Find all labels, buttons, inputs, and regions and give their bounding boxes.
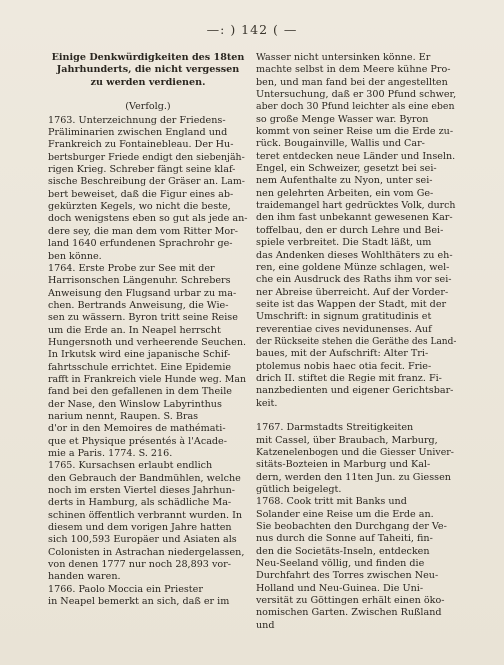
- text-line: diesem und dem vorigen Jahre hatten: [48, 522, 232, 534]
- text-line: reverentiae cives nevidunenses. Auf: [256, 323, 432, 335]
- text-line: Colonisten in Astrachan niedergelassen,: [48, 546, 245, 558]
- text-line: seite ist das Wappen der Stadt, mit der: [256, 298, 447, 310]
- text-line: nanzbedienten und eigener Gerichtsbar-: [256, 385, 454, 397]
- text-line: Anweisung den Flugsand urbar zu ma-: [48, 287, 237, 299]
- text-line: und: [256, 619, 275, 631]
- text-line: Harrisonschen Längenuhr. Schrebers: [48, 275, 231, 287]
- text-line: doch wenigstens eben so gut als jede an-: [48, 213, 248, 225]
- text-line: ner Abreise überreicht. Auf der Vorder-: [256, 286, 449, 298]
- text-line: der Nase, den Winslow Labyrinthus: [48, 398, 222, 410]
- text-line: der Rückseite stehen die Geräthe des Land-: [256, 336, 456, 347]
- text-line: sich 100,593 Europäer und Asiaten als: [48, 534, 237, 546]
- text-line: che ein Ausdruck des Raths ihm vor sei-: [256, 274, 452, 286]
- text-line: fand bei den gefallenen in dem Theile: [48, 386, 232, 398]
- text-line: gekürzten Kegels, wo nicht die beste,: [48, 201, 231, 213]
- text-line: den die Societäts-Inseln, entdecken: [256, 545, 430, 557]
- text-line: Neu-Seeland völlig, und finden die: [256, 558, 425, 570]
- text-line: sitäts-Bozteien in Marburg und Kal-: [256, 459, 431, 471]
- text-line: rigen Krieg. Schreber fängt seine klaf-: [48, 164, 236, 176]
- text-line: machte selbst in dem Meere kühne Pro-: [256, 64, 451, 76]
- text-line: aber doch 30 Pfund leichter als eine eben: [256, 101, 455, 113]
- text-line: land 1640 erfundenen Sprachrohr ge-: [48, 238, 233, 250]
- text-line: mit Cassel, über Braubach, Marburg,: [256, 434, 438, 446]
- text-line: von denen 1777 nur noch 28,893 vor-: [48, 559, 231, 571]
- text-line: gütlich beigelegt.: [256, 484, 342, 496]
- text-line: um die Erde an. In Neapel herrscht: [48, 324, 221, 336]
- text-line: versität zu Göttingen erhält einen öko-: [256, 595, 445, 607]
- left-column: [48, 52, 248, 608]
- text-line: nus durch die Sonne auf Taheiti, fin-: [256, 533, 433, 545]
- text-line: noch im ersten Viertel dieses Jahrhun-: [48, 485, 236, 497]
- continuation-note: (Verfolg.): [125, 101, 171, 113]
- text-line: 1767. Darmstadts Streitigkeiten: [256, 422, 414, 434]
- text-line: teret entdecken neue Länder und Inseln.: [256, 150, 456, 162]
- right-body-text: [256, 52, 456, 632]
- text-line: Untersuchung, daß er 300 Pfund schwer,: [256, 89, 456, 101]
- text-line: nomischen Garten. Zwischen Rußland: [256, 607, 442, 619]
- section-title: [48, 52, 248, 89]
- text-line: traidemangel hart gedrücktes Volk, durch: [256, 200, 456, 212]
- text-line: nen gelehrten Arbeiten, ein vom Ge-: [256, 187, 434, 199]
- text-line: Solander eine Reise um die Erde an.: [256, 508, 434, 520]
- text-line: bertsburger Friede endigt den siebenjäh-: [48, 151, 245, 163]
- text-line: schinen öffentlich verbrannt wurden. In: [48, 509, 243, 521]
- text-line: Durchfahrt des Torres zwischen Neu-: [256, 570, 439, 582]
- text-line: ben, und man fand bei der angestellten: [256, 76, 448, 88]
- title-line: Einige Denkwürdigkeiten des 18ten: [51, 52, 245, 63]
- text-line: Frankreich zu Fontainebleau. Der Hu-: [48, 139, 234, 151]
- text-line: den Gebrauch der Bandmühlen, welche: [48, 472, 241, 484]
- text-line: sische Beschreibung der Gräser an. Lam-: [48, 176, 245, 188]
- text-line: keit.: [256, 397, 278, 409]
- text-line: Umschrift: in signum gratitudinis et: [256, 311, 432, 323]
- text-line: [256, 410, 456, 422]
- text-line: Sie beobachten den Durchgang der Ve-: [256, 521, 447, 533]
- text-line: narium nennt, Raupen. S. Bras: [48, 410, 199, 422]
- text-line: chen. Bertrands Anweisung, die Wie-: [48, 299, 229, 311]
- text-line: rafft in Frankreich viele Hunde weg. Man: [48, 373, 246, 385]
- text-line: drich II. stiftet die Regie mit franz. Fi-: [256, 372, 442, 384]
- left-body-text: [48, 115, 248, 609]
- text-line: Engel, ein Schweizer, gesetzt bei sei-: [256, 163, 437, 175]
- text-line: handen waren.: [48, 571, 121, 583]
- text-line: in Neapel bemerkt an sich, daß er im: [48, 596, 230, 608]
- text-line: Katzenelenbogen und die Giesser Univer-: [256, 447, 454, 458]
- text-line: Hungersnoth und verheerende Seuchen.: [48, 336, 247, 348]
- text-line: den ihm fast unbekannt gewesenen Kar-: [256, 212, 453, 224]
- text-line: 1766. Paolo Moccia ein Priester: [48, 583, 203, 595]
- text-line: Präliminarien zwischen England und: [48, 127, 228, 139]
- text-line: fahrtsschule errichtet. Eine Epidemie: [48, 361, 232, 373]
- page-header: —: ) 142 ( —: [206, 22, 298, 37]
- text-line: so große Menge Wasser war. Byron: [256, 113, 429, 125]
- text-line: 1768. Cook tritt mit Banks und: [256, 496, 407, 508]
- text-line: Holland und Neu-Guinea. Die Uni-: [256, 582, 424, 594]
- text-line: In Irkutsk wird eine japanische Schif-: [48, 349, 231, 361]
- text-line: kommt von seiner Reise um die Erde zu-: [256, 126, 454, 138]
- text-line: d'or in den Memoires de mathémati-: [48, 423, 226, 435]
- right-column: [256, 52, 456, 632]
- text-line: que et Physique présentés à l'Acade-: [48, 435, 227, 447]
- text-line: ptolemus nobis haec otia fecit. Frie-: [256, 360, 432, 372]
- text-line: spiele verbreitet. Die Stadt läßt, um: [256, 237, 432, 249]
- text-line: ben könne.: [48, 250, 102, 262]
- text-line: Wasser nicht untersinken könne. Er: [256, 52, 431, 63]
- text-line: bert beweiset, daß die Figur eines ab-: [48, 188, 234, 200]
- spacer: [48, 89, 248, 101]
- text-line: ren, eine goldene Münze schlagen, wel-: [256, 261, 450, 273]
- text-line: mie a Paris. 1774. S. 216.: [48, 448, 173, 459]
- text-line: nem Aufenthalte zu Nyon, unter sei-: [256, 175, 433, 187]
- text-line: 1763. Unterzeichnung der Friedens-: [48, 114, 226, 126]
- text-line: dere sey, die man dem vom Ritter Mor-: [48, 225, 239, 237]
- text-line: 1765. Kursachsen erlaubt endlich: [48, 460, 213, 472]
- text-line: 1764. Erste Probe zur See mit der: [48, 262, 215, 274]
- text-line: sen zu wässern. Byron tritt seine Reise: [48, 312, 238, 324]
- title-line: zu werden verdienen.: [90, 76, 206, 88]
- text-line: das Andenken dieses Wohlthäters zu eh-: [256, 249, 453, 261]
- text-line: rück. Bougainville, Wallis und Car-: [256, 138, 425, 150]
- text-line: derts in Hamburg, als schädliche Ma-: [48, 497, 232, 509]
- text-line: toffelbau, den er durch Lehre und Bei-: [256, 224, 444, 236]
- title-line: Jahrhunderts, die nicht vergessen: [56, 64, 240, 76]
- text-line: baues, mit der Aufschrift: Alter Tri-: [256, 348, 429, 360]
- text-line: dern, werden den 11ten Jun. zu Giessen: [256, 471, 451, 483]
